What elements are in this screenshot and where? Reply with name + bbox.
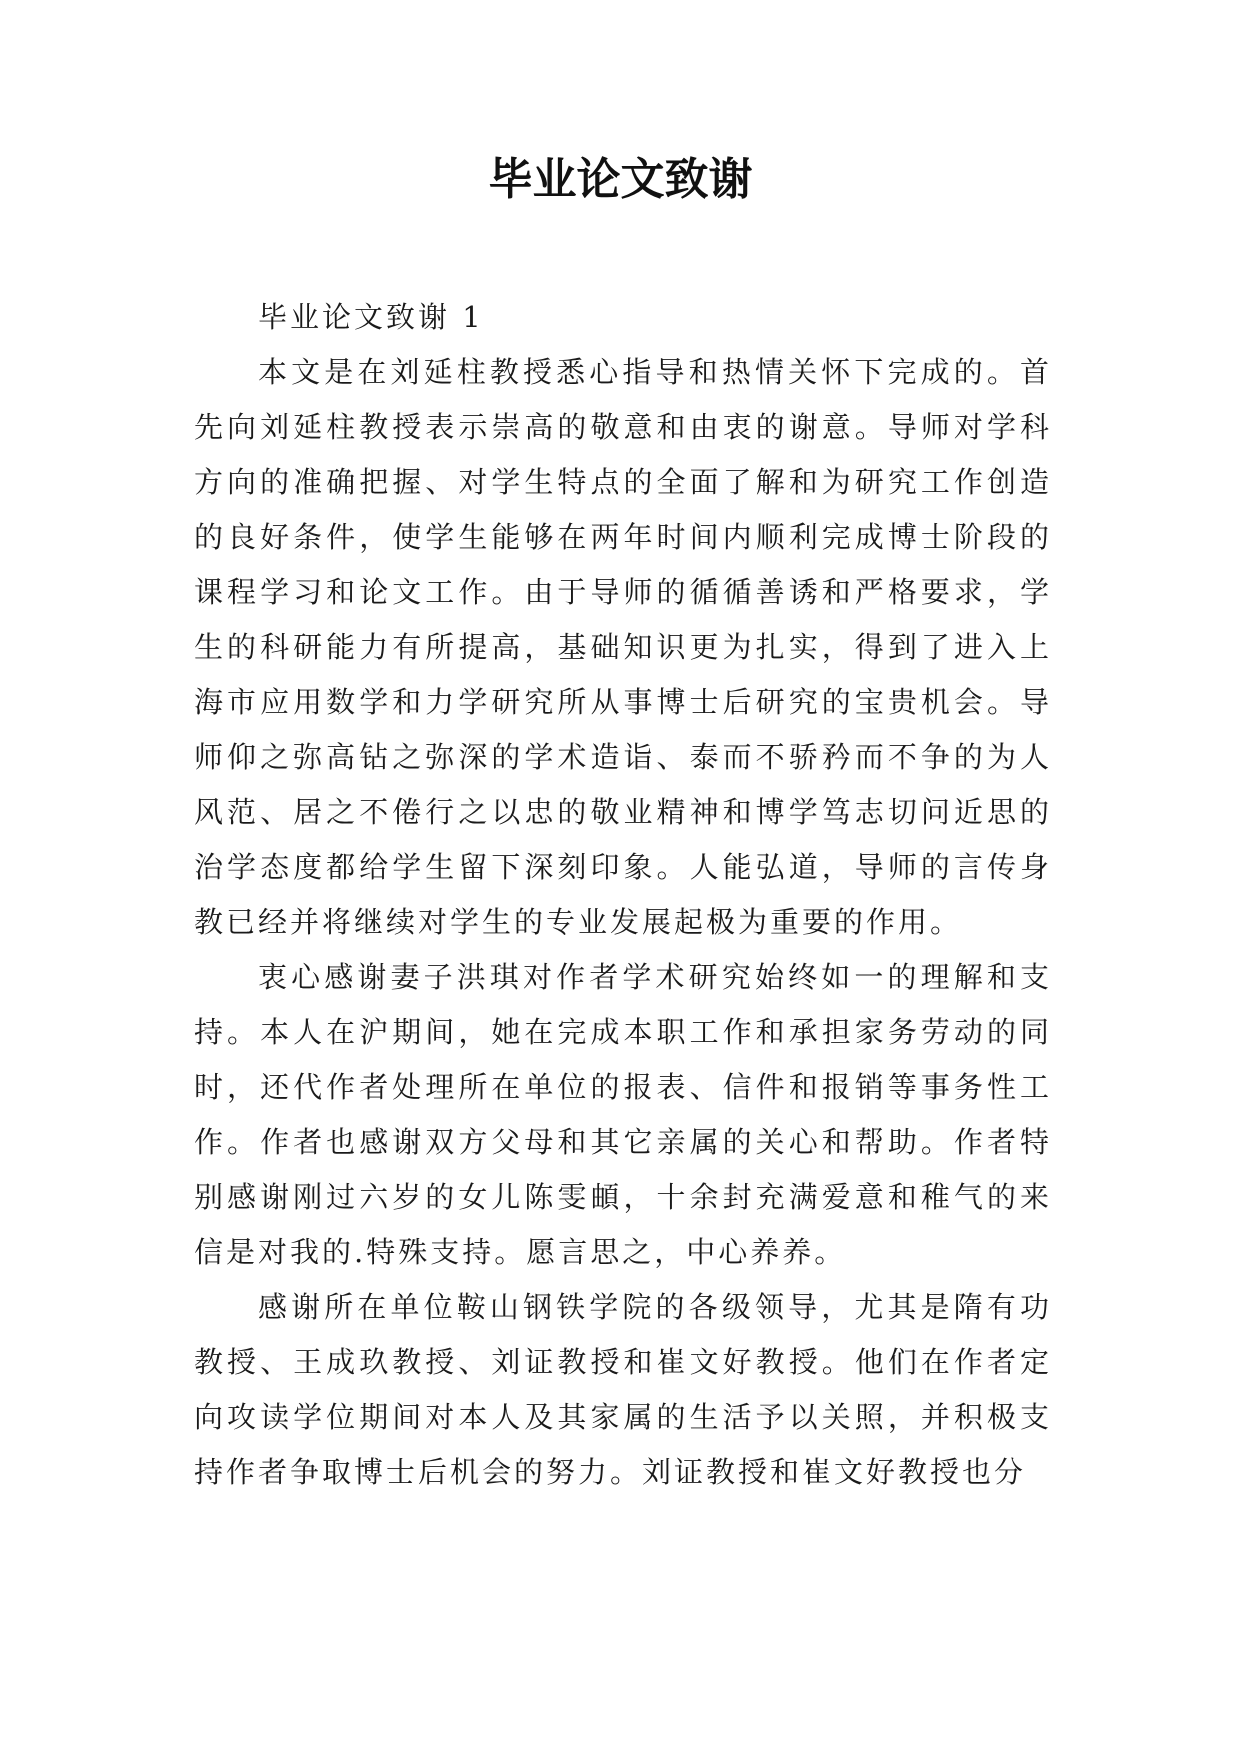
paragraph: 本文是在刘延柱教授悉心指导和热情关怀下完成的。首先向刘延柱教授表示崇高的敬意和由衷的谢意。导师对学科方向的准确把握、对学生特点的全面了解和为研究工作创造的良好条件，使学生能够在两年时间内顺利完成博士阶段的课程学习和论文工作。由于导师的循循善诱和严格要求，学生的科研能力有所提高，基础知识更为扎实，得到了进入上海市应用数学和力学研究所从事博士后研究的宝贵机会。导师仰之弥高钻之弥深的学术造诣、泰而不骄矜而不争的为人风范、居之不倦行之以忠的敬业精神和博学笃志切问近思的治学态度都给学生留下深刻印象。人能弘道，导师的言传身教已经并将继续对学生的专业发展起极为重要的作用。 (194, 355, 1052, 939)
paragraph: 感谢所在单位鞍山钢铁学院的各级领导，尤其是隋有功教授、王成玖教授、刘证教授和崔文好教授。他们在作者定向攻读学位期间对本人及其家属的生活予以关照，并积极支持作者争取博士后机会的努力。刘证教授和崔文好教授也分 (194, 1290, 1052, 1489)
section-heading: 毕业论文致谢 1 (258, 300, 484, 334)
document-title: 毕业论文致谢 (488, 154, 753, 205)
paragraph: 衷心感谢妻子洪琪对作者学术研究始终如一的理解和支持。本人在沪期间，她在完成本职工作和承担家务劳动的同时，还代作者处理所在单位的报表、信件和报销等事务性工作。作者也感谢双方父母和其它亲属的关心和帮助。作者特别感谢刚过六岁的女儿陈雯頔，十余封充满爱意和稚气的来信是对我的.特殊支持。愿言思之，中心养养。 (194, 960, 1052, 1269)
document-body (194, 290, 1052, 1500)
